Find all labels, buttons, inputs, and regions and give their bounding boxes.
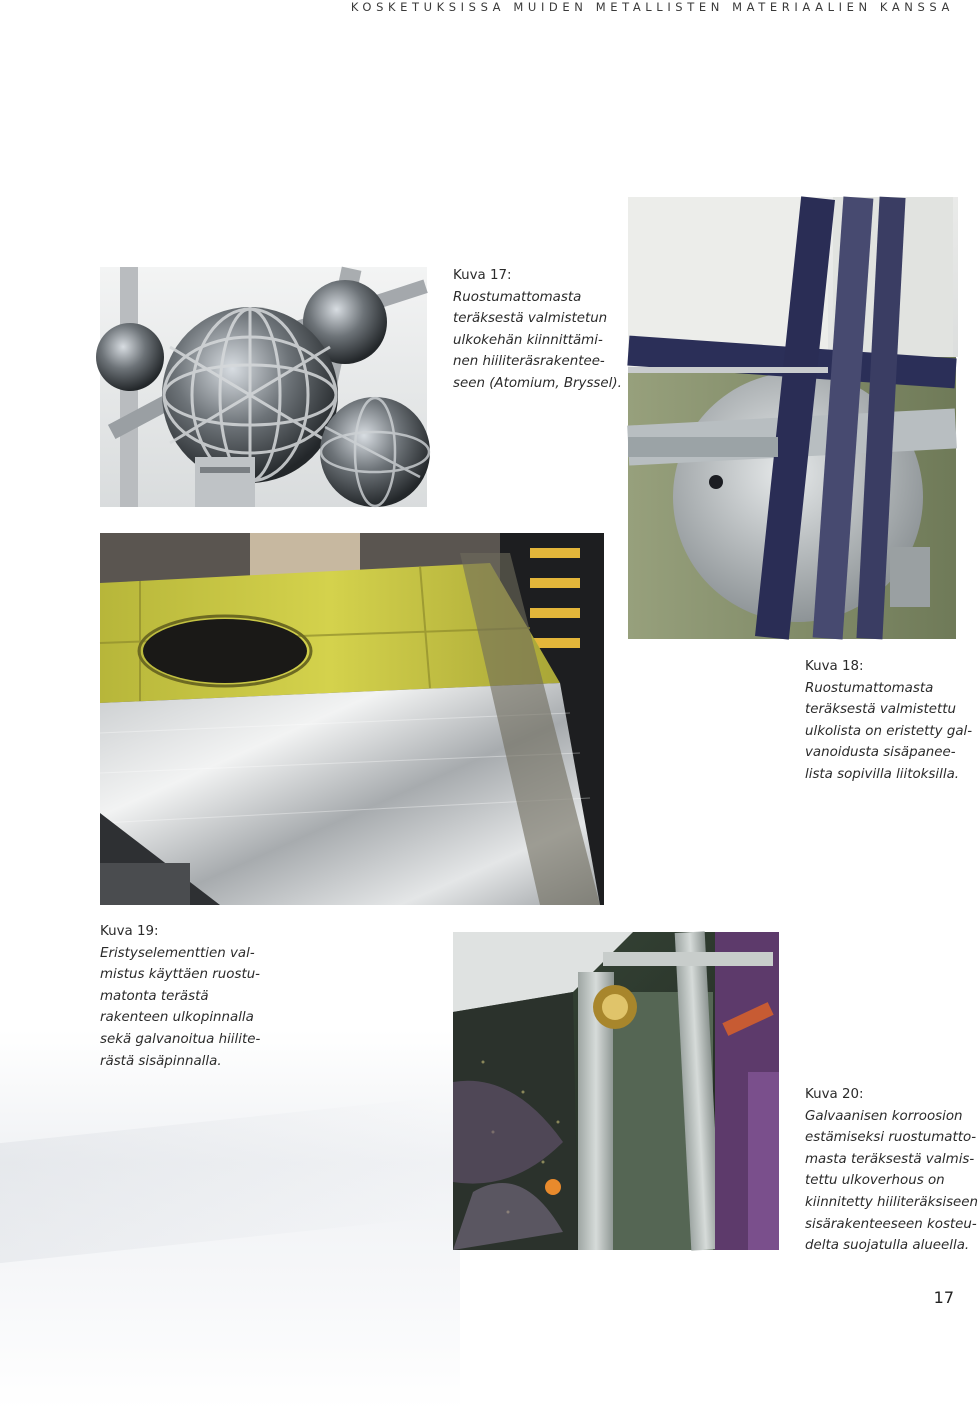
caption-line: ulkolista on eristetty gal- — [805, 723, 973, 739]
caption-line: nen hiiliteräsrakentee- — [453, 354, 605, 370]
caption-line: teräksestä valmistetun — [453, 311, 608, 327]
caption-title: Kuva 18: — [805, 659, 864, 674]
caption-line: kiinnitetty hiiliteräksiseen — [805, 1194, 978, 1210]
caption-title: Kuva 17: — [453, 268, 512, 283]
caption-kuva-19 — [100, 921, 260, 1072]
caption-line: Ruostumattomasta — [453, 289, 582, 305]
caption-title: Kuva 19: — [100, 924, 159, 939]
photo-cladding-attachment — [453, 932, 779, 1250]
caption-line: estämiseksi ruostumatto- — [805, 1130, 977, 1146]
caption-line: ulkokehän kiinnittämi- — [453, 332, 603, 348]
caption-line: rakenteen ulkopinnalla — [100, 1010, 254, 1026]
caption-line: matonta terästä — [100, 988, 209, 1004]
page-number: 17 — [933, 1288, 954, 1307]
caption-line: sisärakenteeseen kosteu- — [805, 1216, 977, 1232]
caption-line: Galvaanisen korroosion — [805, 1108, 963, 1124]
caption-line: rästä sisäpinnalla. — [100, 1053, 222, 1069]
caption-line: vanoidusta sisäpanee- — [805, 745, 956, 761]
caption-line: mistus käyttäen ruostu- — [100, 967, 261, 983]
caption-kuva-18 — [805, 656, 972, 786]
photo-window-frame — [628, 197, 956, 639]
caption-line: lista sopivilla liitoksilla. — [805, 766, 960, 782]
caption-kuva-17 — [453, 265, 622, 395]
caption-line: seen (Atomium, Bryssel). — [453, 375, 622, 391]
caption-line: teräksestä valmistettu — [805, 702, 956, 718]
caption-title: Kuva 20: — [805, 1087, 864, 1102]
caption-line: tettu ulkoverhous on — [805, 1173, 945, 1189]
running-header: KOSKETUKSISSA MUIDEN METALLISTEN MATERIAALIEN KANSSA — [350, 0, 954, 14]
caption-kuva-20 — [805, 1084, 978, 1257]
photo-atomium — [100, 267, 427, 507]
caption-line: Ruostumattomasta — [805, 680, 934, 696]
caption-line: sekä galvanoitua hiilite- — [100, 1031, 261, 1047]
photo-insulation-panel — [100, 533, 604, 905]
caption-line: Eristyselementtien val- — [100, 945, 255, 961]
caption-line: delta suojatulla alueella. — [805, 1238, 970, 1254]
caption-line: masta teräksestä valmis- — [805, 1151, 975, 1167]
